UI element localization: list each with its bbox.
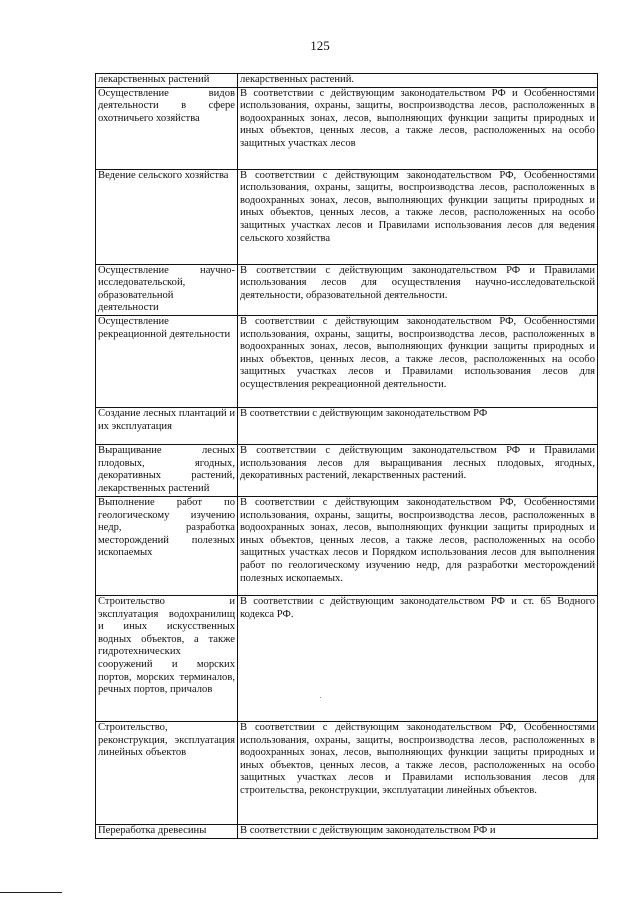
activity-cell: лекарственных растений [96, 74, 238, 88]
requirements-cell: В соответствии с действующим законодательством РФ, Особенностями использования, охраны, защиты, воспроизводства лесов, расположенных в водоохранных зонах, лесов, выполняющих функции защиты природных и иных объектов, ценных лесов, а также лесов, расположенных на особо защитных участках лесов и Правилами использования лесов для осуществления рекреационной деятельности. [238, 315, 598, 407]
activity-cell: Выполнение работ по геологическому изучению недр, разработка месторождений полезных ископаемых [96, 496, 238, 595]
activity-cell: Строительство, реконструкция, эксплуатация линейных объектов [96, 721, 238, 824]
requirements-cell: В соответствии с действующим законодательством РФ и [238, 824, 598, 838]
activity-cell: Строительство и эксплуатация водохранилищ и иных искусственных водных объектов, а также гидротехнических сооружений и морских портов, морских терминалов, речных портов, причалов [96, 595, 238, 721]
footnote-rule [0, 892, 62, 893]
activity-cell: Выращивание лесных плодовых, ягодных, декоративных растений, лекарственных растений [96, 444, 238, 496]
table-row [96, 315, 598, 407]
table-row [96, 87, 598, 169]
requirements-cell: В соответствии с действующим законодательством РФ и Правилами использования лесов для выращивания лесных плодовых, ягодных, декоративных растений, лекарственных растений. [238, 444, 598, 496]
activity-cell: Переработка древесины [96, 824, 238, 838]
forest-use-table [95, 73, 598, 839]
requirements-cell: В соответствии с действующим законодательством РФ и Особенностями использования, охраны, защиты, воспроизводства лесов, расположенных в водоохранных зонах, лесов, выполняющих функции защиты природных и иных объектов, ценных лесов, а также лесов, расположенных на особо защитных участках лесов [238, 87, 598, 169]
requirements-cell: В соответствии с действующим законодательством РФ, Особенностями использования, охраны, защиты, воспроизводства лесов, расположенных в водоохранных зонах, лесов, выполняющих функции защиты природных и иных объектов, ценных лесов, а также лесов, расположенных на особо защитных участках лесов и Порядком использования лесов для выполнения работ по геологическому изучению недр, для разработки месторождений полезных ископаемых. [238, 496, 598, 595]
activity-cell: Осуществление рекреационной деятельности [96, 315, 238, 407]
activity-cell: Осуществление научно-исследовательской, образовательной деятельности [96, 264, 238, 315]
table-row [96, 169, 598, 264]
requirements-cell: В соответствии с действующим законодательством РФ, Особенностями использования, охраны, защиты, воспроизводства лесов, расположенных в водоохранных зонах, лесов, выполняющих функции защиты природных и иных объектов, ценных лесов, а также лесов, расположенных на особо защитных участках лесов и Правилами использования лесов для строительства, реконструкции, эксплуатации линейных объектов. [238, 721, 598, 824]
table-row [96, 721, 598, 824]
table-row [96, 74, 598, 88]
table-row [96, 824, 598, 838]
table-row [96, 407, 598, 444]
activity-cell: Осуществление видов деятельности в сфере охотничьего хозяйства [96, 87, 238, 169]
requirements-cell: В соответствии с действующим законодательством РФ, Особенностями использования, охраны, защиты, воспроизводства лесов, расположенных в водоохранных зонах, лесов, выполняющих функции защиты природных и иных объектов, ценных лесов, а также лесов, расположенных на особо защитных участках лесов и Правилами использования лесов для ведения сельского хозяйства [238, 169, 598, 264]
activity-cell: Ведение сельского хозяйства [96, 169, 238, 264]
table-row [96, 595, 598, 721]
scan-speck [320, 697, 321, 698]
requirements-cell: лекарственных растений. [238, 74, 598, 88]
requirements-cell: В соответствии с действующим законодательством РФ и ст. 65 Водного кодекса РФ. [238, 595, 598, 721]
activity-cell: Создание лесных плантаций и их эксплуатация [96, 407, 238, 444]
page-number: 125 [310, 38, 330, 53]
table-row [96, 496, 598, 595]
requirements-cell: В соответствии с действующим законодательством РФ [238, 407, 598, 444]
table-row [96, 264, 598, 315]
table-row [96, 444, 598, 496]
requirements-cell: В соответствии с действующим законодательством РФ и Правилами использования лесов для осуществления научно-исследовательской деятельности, образовательной деятельности. [238, 264, 598, 315]
